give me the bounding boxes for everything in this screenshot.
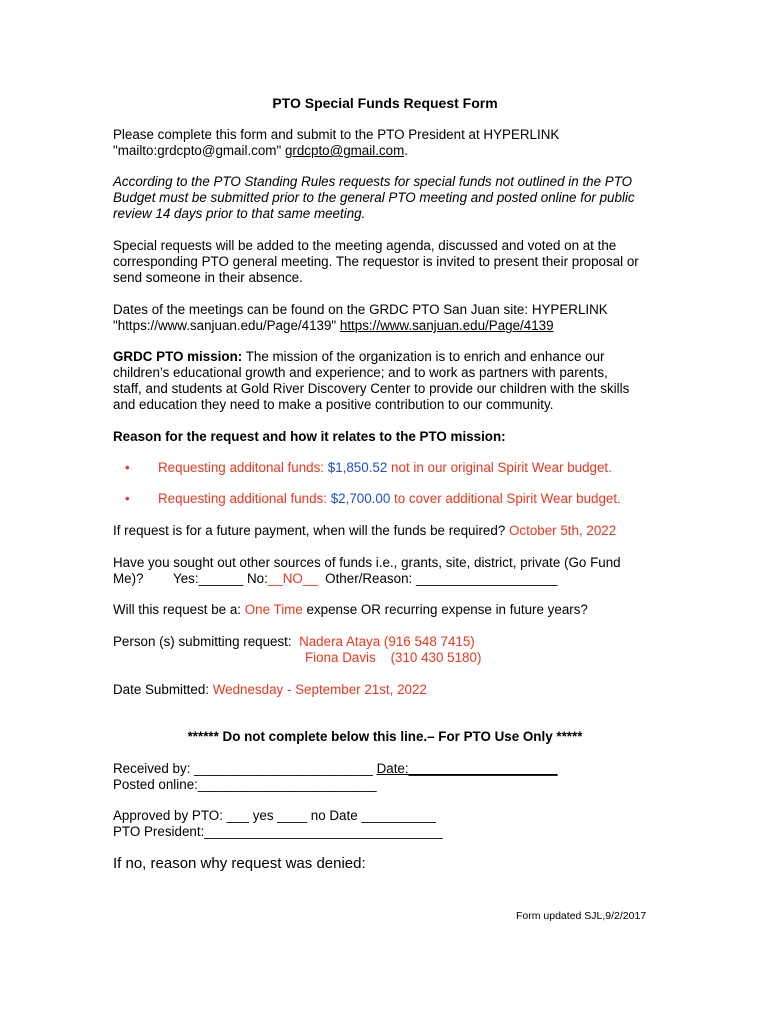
special-requests-line-2: corresponding PTO general meeting. The requestor is invited to present their proposal or: [113, 254, 639, 269]
received-line: Received by: ________________________ Date:____________________: [113, 761, 558, 776]
bullet-symbol: •: [125, 491, 130, 506]
date-submitted-label: Date Submitted:: [113, 682, 213, 697]
reason-heading: Reason for the request and how it relates to the PTO mission:: [113, 429, 506, 444]
email-link[interactable]: grdcpto@gmail.com: [284, 143, 405, 158]
intro-email-line: "mailto:grdcpto@gmail.com" grdcpto@gmail.com.: [113, 143, 408, 158]
expense-line: Will this request be a: One Time expense OR recurring expense in future years?: [113, 602, 588, 617]
sanjuan-link[interactable]: https://www.sanjuan.edu/Page/4139: [339, 318, 554, 333]
president-line: PTO President:________________________________: [113, 824, 443, 839]
mission-label: GRDC PTO mission:: [113, 349, 243, 364]
mission-line-3: staff, and students at Gold River Discovery Center to provide our children with the skills: [113, 381, 630, 396]
received-date: Date:____________________: [376, 761, 558, 776]
future-payment-line: If request is for a future payment, when will the funds be required? October 5th, 2022: [113, 523, 617, 538]
rules-line-3: review 14 days prior to that same meeting.: [113, 206, 366, 221]
date-submitted-line: [113, 682, 427, 698]
footer-note: Form updated SJL,9/2/2017: [516, 910, 647, 922]
intro-line: [113, 127, 559, 143]
person-line-1: [113, 634, 475, 650]
mission-line-1: GRDC PTO mission: The mission of the organization is to enrich and enhance our: [113, 349, 605, 364]
other-sources-no-answer: __NO__: [267, 571, 318, 586]
future-payment-answer: October 5th, 2022: [509, 523, 617, 538]
rules-line-1: According to the PTO Standing Rules requests for special funds not outlined in the PTO: [113, 174, 633, 189]
dates-line-2: [113, 318, 554, 334]
mission-line-4: and education they need to make a positive contribution to our community.: [113, 397, 554, 412]
person-label: Person (s) submitting request:: [113, 634, 300, 649]
mission-line-2: children’s educational growth and experience; and to work as partners with parents,: [113, 365, 608, 380]
intro-text: Please complete this form and submit to the PTO President at HYPERLINK: [113, 127, 560, 142]
pto-use-divider: ****** Do not complete below this line.– For PTO Use Only *****: [187, 729, 583, 744]
approved-line: Approved by PTO: ___ yes ____ no Date __________: [113, 808, 436, 823]
person-name-1: Nadera Ataya (916 548 7415): [299, 634, 475, 649]
posted-line: Posted online:________________________: [113, 777, 377, 792]
denied-reason-line: If no, reason why request was denied:: [113, 855, 366, 872]
mailto-text: "mailto:grdcpto@gmail.com": [113, 143, 285, 158]
dates-line-1: Dates of the meetings can be found on the GRDC PTO San Juan site: HYPERLINK: [113, 302, 608, 317]
special-requests-line-1: Special requests will be added to the meeting agenda, discussed and voted on at the: [113, 238, 617, 253]
rules-line-2: Budget must be submitted prior to the general PTO meeting and posted online for public: [113, 190, 635, 205]
person-name-2: Fiona Davis (310 430 5180): [305, 650, 482, 665]
other-sources-line-1: Have you sought out other sources of funds i.e., grants, site, district, private (Go Fund: [113, 555, 621, 570]
bullet-item-2: Requesting additional funds: $2,700.00 to cover additional Spirit Wear budget.: [158, 491, 621, 506]
bullet-item-1: Requesting additonal funds: $1,850.52 not in our original Spirit Wear budget.: [158, 460, 612, 475]
special-requests-line-3: send someone in their absence.: [113, 270, 303, 285]
amount-value: $2,700.00: [330, 491, 391, 506]
amount-value: $1,850.52: [327, 460, 388, 475]
page-title: PTO Special Funds Request Form: [272, 95, 498, 111]
dates-url-text: "https://www.sanjuan.edu/Page/4139": [113, 318, 340, 333]
expense-answer: One Time: [244, 602, 303, 617]
date-submitted-value: Wednesday - September 21st, 2022: [212, 682, 427, 697]
bullet-symbol: •: [125, 460, 130, 475]
other-sources-line-2: Me)? Yes:______ No:__NO__ Other/Reason: ___________________: [113, 571, 558, 586]
